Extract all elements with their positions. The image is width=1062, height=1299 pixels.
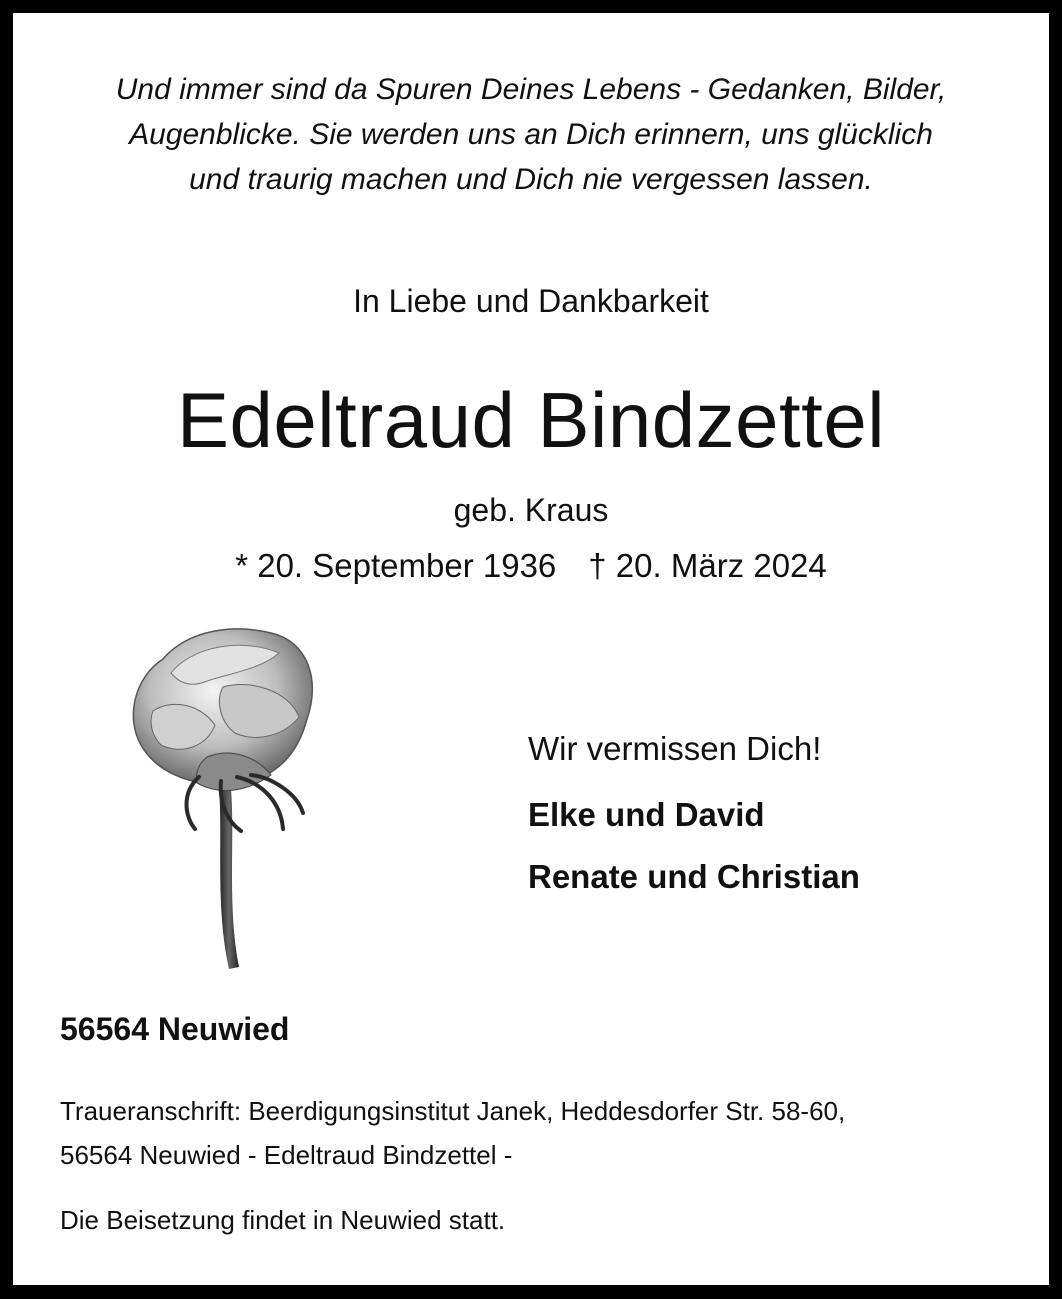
- address-line: Traueranschrift: Beerdigungsinstitut Janek, Heddesdorfer Str. 58-60,: [60, 1096, 846, 1126]
- death-date: † 20. März 2024: [588, 547, 827, 584]
- mourner-name: Renate und Christian: [528, 858, 860, 895]
- birth-date: * 20. September 1936: [235, 547, 557, 584]
- mourning-address: [60, 1089, 845, 1177]
- memorial-quote: [13, 67, 1049, 202]
- obituary-card: [13, 13, 1049, 1285]
- quote-line: Und immer sind da Spuren Deines Lebens - Gedanken, Bilder,: [115, 73, 947, 106]
- burial-note: Die Beisetzung findet in Neuwied statt.: [60, 1205, 506, 1235]
- quote-line: Augenblicke. Sie werden uns an Dich erinnern, uns glücklich: [129, 118, 933, 151]
- location-heading: 56564 Neuwied: [60, 1011, 290, 1047]
- mourner-name: Elke und David: [528, 796, 765, 833]
- quote-line: und traurig machen und Dich nie vergessen lassen.: [189, 163, 873, 196]
- rose-icon: [111, 607, 321, 979]
- dedication-line: In Liebe und Dankbarkeit: [353, 283, 709, 319]
- missing-you-message: Wir vermissen Dich!: [528, 730, 822, 767]
- life-dates: [13, 541, 1049, 591]
- maiden-name: geb. Kraus: [453, 492, 609, 528]
- address-line: 56564 Neuwied - Edeltraud Bindzettel -: [60, 1140, 513, 1170]
- deceased-name: Edeltraud Bindzettel: [176, 376, 886, 464]
